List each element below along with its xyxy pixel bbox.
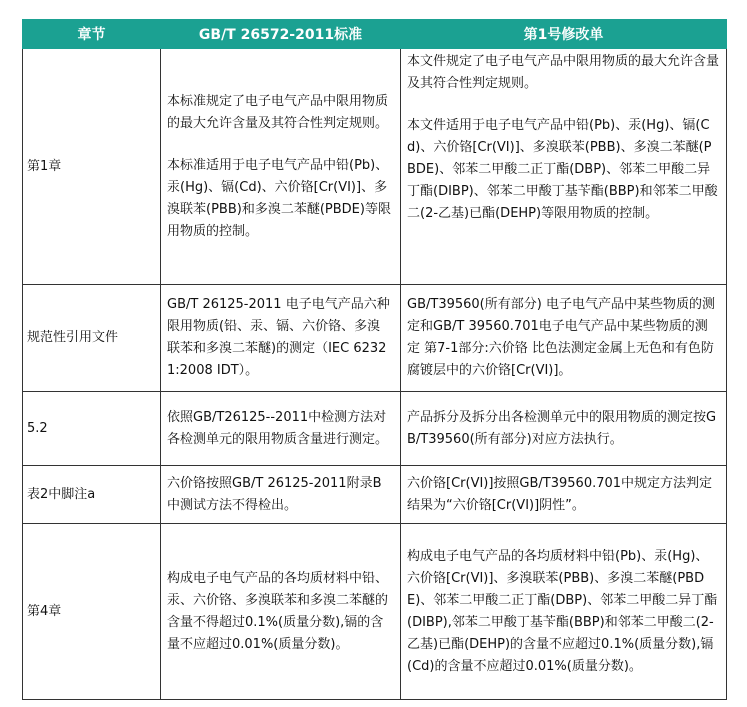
chapter-cell: 规范性引用文件 — [23, 285, 161, 392]
amendment-paragraph: 本文件适用于电子电气产品中铅(Pb)、汞(Hg)、镉(Cd)、六价铬[Cr(VI)]、多溴联苯(PBB)、多溴二苯醚(PBDE)、邻苯二甲酸二正丁酯(DBP)、邻苯二甲酸二异丁酯(DIBP)、邻苯二甲酸丁基苄酯(BBP)和邻苯二甲酸二(2-乙基)已酯(DEHP)等限用物质的控制。 — [407, 118, 718, 221]
amendment-cell: GB/T39560(所有部分) 电子电气产品中某些物质的测定和GB/T 39560.701电子电气产品中某些物质的测定 第7-1部分:六价铬 比色法测定金属上无色和有色防腐镀层中的六价铬[Cr(VI)]。 — [401, 285, 727, 392]
standard-cell: 构成电子电气产品的各均质材料中铅、汞、六价铬、多溴联苯和多溴二苯醚的含量不得超过0.1%(质量分数),镉的含量不应超过0.01%(质量分数)。 — [161, 524, 401, 700]
amendment-paragraph: 本文件规定了电子电气产品中限用物质的最大允许含量及其符合性判定规则。 — [407, 54, 720, 91]
chapter-cell: 5.2 — [23, 392, 161, 466]
amendment-cell — [401, 49, 727, 285]
table-row — [23, 285, 727, 392]
standard-cell: 六价铬按照GB/T 26125-2011附录B中测试方法不得检出。 — [161, 466, 401, 524]
header-standard: GB/T 26572-2011标准 — [161, 20, 401, 49]
header-chapter: 章节 — [23, 20, 161, 49]
table-row — [23, 49, 727, 285]
standard-paragraph: 本标准适用于电子电气产品中铅(Pb)、汞(Hg)、镉(Cd)、六价铬[Cr(VI)]、多溴联苯(PBB)和多溴二苯醚(PBDE)等限用物质的控制。 — [167, 157, 391, 239]
header-row — [23, 20, 727, 49]
table-row — [23, 392, 727, 466]
table-row — [23, 524, 727, 700]
chapter-cell: 第1章 — [23, 49, 161, 285]
standard-paragraph: 本标准规定了电子电气产品中限用物质的最大允许含量及其符合性判定规则。 — [167, 93, 389, 131]
standard-cell: 依照GB/T26125--2011中检测方法对各检测单元的限用物质含量进行测定。 — [161, 392, 401, 466]
chapter-cell: 表2中脚注a — [23, 466, 161, 524]
paragraph-gap — [407, 95, 720, 115]
chapter-cell: 第4章 — [23, 524, 161, 700]
comparison-table — [22, 19, 727, 700]
amendment-cell: 构成电子电气产品的各均质材料中铅(Pb)、汞(Hg)、六价铬[Cr(VI)]、多溴联苯(PBB)、多溴二苯醚(PBDE)、邻苯二甲酸二正丁酯(DBP)、邻苯二甲酸二异丁酯(DIBP),邻苯二甲酸丁基苄酯(BBP)和邻苯二甲酸二(2-乙基)已酯(DEHP)的含量不应超过0.1%(质量分数),镉(Cd)的含量不应超过0.01%(质量分数)。 — [401, 524, 727, 700]
paragraph-gap — [167, 135, 392, 155]
table-row — [23, 466, 727, 524]
amendment-cell: 六价铬[Cr(VI)]按照GB/T39560.701中规定方法判定结果为“六价铬[Cr(VI)]阴性”。 — [401, 466, 727, 524]
standard-cell — [161, 49, 401, 285]
amendment-cell: 产品拆分及拆分出各检测单元中的限用物质的测定按GB/T39560(所有部分)对应方法执行。 — [401, 392, 727, 466]
standard-cell: GB/T 26125-2011 电子电气产品六种限用物质(铅、汞、镉、六价铬、多溴联苯和多溴二苯醚)的测定（IEC 62321:2008 IDT）。 — [161, 285, 401, 392]
header-amendment: 第1号修改单 — [401, 20, 727, 49]
